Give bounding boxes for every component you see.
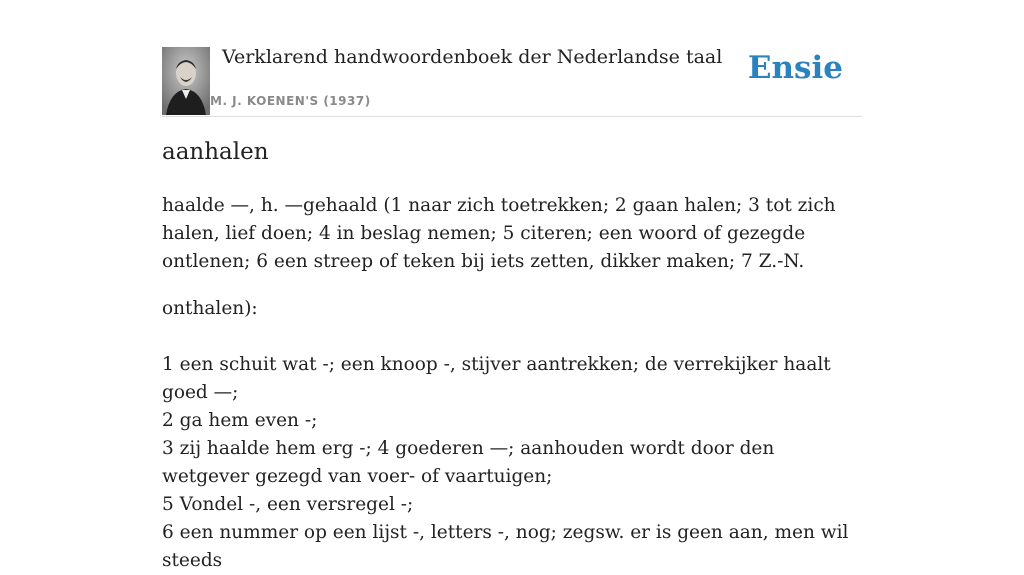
example-item: 2 ga hem even -; [162,410,318,431]
entry-continuation: onthalen): [162,298,258,319]
entry-definition: haalde —, h. —gehaald (1 naar zich toetrekken; 2 gaan halen; 3 tot zich halen, lief doen; 4 in beslag nemen; 5 citeren; een woord of gezegde ontlenen; 6 een streep of teken bij iets zetten, dikker maken; 7 Z.-N. [162,195,836,272]
example-item: 5 Vondel -, een versregel -; [162,494,414,515]
entry-examples-list [162,351,862,575]
example-item: 1 een schuit wat -; een knoop -, stijver aantrekken; de verrekijker haalt goed —; [162,354,831,403]
dictionary-title: Verklarend handwoordenboek der Nederlandse taal [222,46,723,68]
ensie-logo-link[interactable]: Ensie [747,50,843,86]
example-item: 6 een nummer op een lijst -, letters -, nog; zegsw. er is geen aan, men wil steeds [162,522,849,571]
author-portrait-icon [162,47,210,115]
example-item: 3 zij haalde hem erg -; 4 goederen —; aanhouden wordt door den wetgever gezegd van voer- of vaartuigen; [162,438,775,487]
entry-headword: aanhalen [162,139,269,165]
page-container [162,0,862,571]
dictionary-header [162,0,862,117]
dictionary-author: M. J. KOENEN'S (1937) [210,94,371,108]
